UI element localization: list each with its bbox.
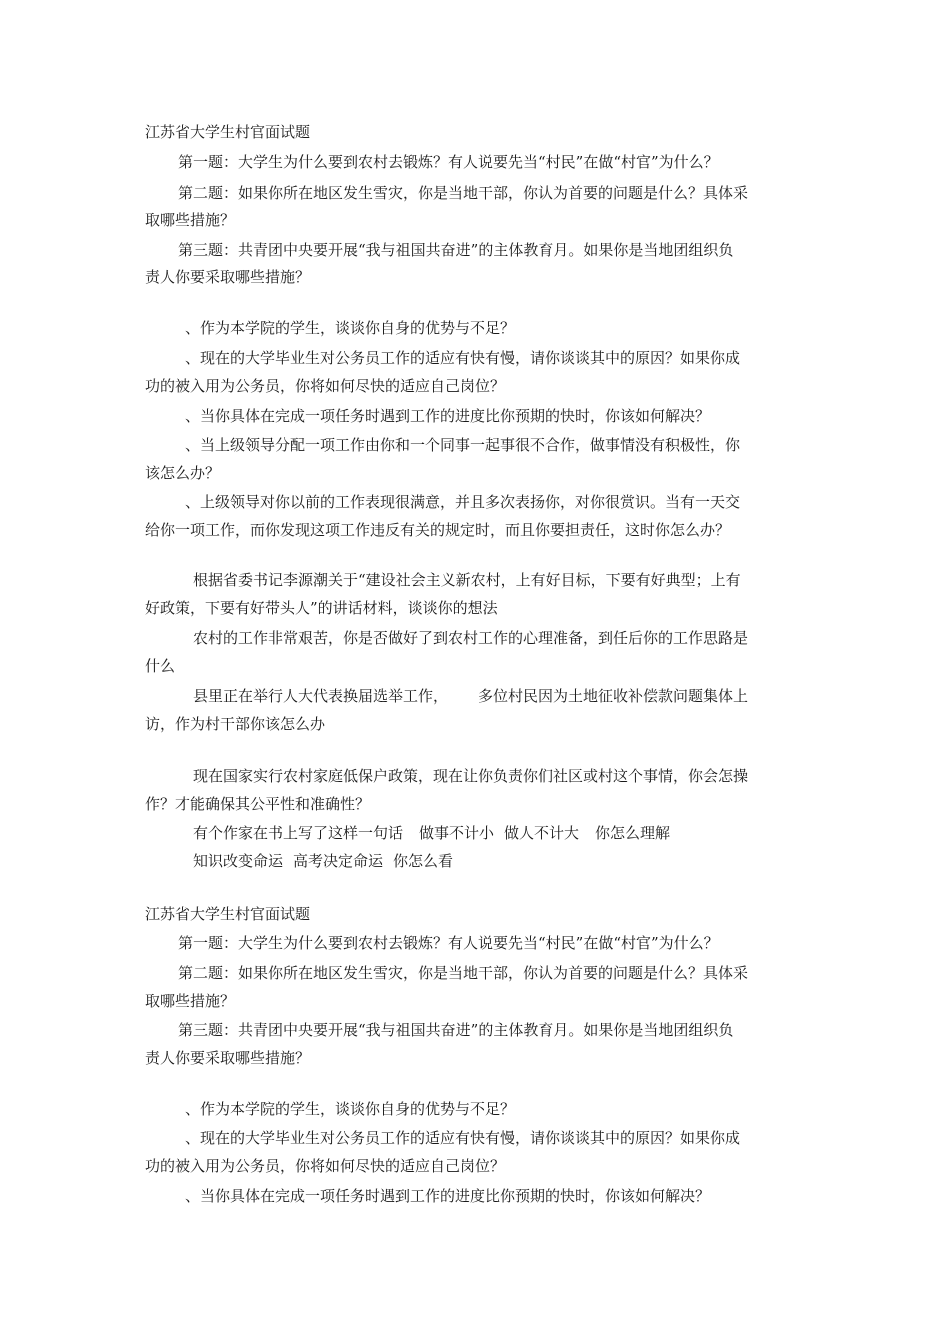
topic-3-line-2: 访，作为村干部你该怎么办 (145, 715, 326, 733)
topic-2-line-1: 农村的工作非常艰苦，你是否做好了到农村工作的心理准备，到任后你的工作思路是 (193, 629, 749, 647)
item-1: 、作为本学院的学生，谈谈你自身的优势与不足？ (185, 319, 516, 337)
question-2-repeat-line-1: 第二题：如果你所在地区发生雪灾，你是当地干部，你认为首要的问题是什么？具体采 (178, 964, 749, 982)
topic-1-line-2: 好政策，下要有好带头人”的讲话材料，谈谈你的想法 (145, 599, 498, 617)
item-2-repeat-line-2: 功的被入用为公务员，你将如何尽快的适应自己岗位？ (145, 1157, 506, 1175)
topic-1-line-1: 根据省委书记李源潮关于“建设社会主义新农村，上有好目标，下要有好典型；上有 (193, 571, 741, 589)
item-4-line-2: 该怎么办？ (145, 464, 221, 482)
topic-5-part-1: 有个作家在书上写了这样一句话 (193, 824, 404, 842)
question-2-line-1: 第二题：如果你所在地区发生雪灾，你是当地干部，你认为首要的问题是什么？具体采 (178, 184, 749, 202)
topic-3-line-1 (193, 686, 810, 706)
question-3-line-1: 第三题：共青团中央要开展“我与祖国共奋进”的主体教育月。如果你是当地团组织负 (178, 241, 734, 259)
question-2-repeat-line-2: 取哪些措施？ (145, 992, 236, 1010)
topic-4-line-1: 现在国家实行农村家庭低保户政策，现在让你负责你们社区或村这个事情，你会怎操 (193, 767, 749, 785)
item-4-line-1: 、当上级领导分配一项工作由你和一个同事一起事很不合作，做事情没有积极性，你 (185, 436, 741, 454)
topic-3-part-1: 县里正在举行人大代表换届选举工作， (193, 687, 449, 705)
item-5-line-1: 、上级领导对你以前的工作表现很满意，并且多次表扬你，对你很赏识。当有一天交 (185, 493, 741, 511)
doc-title: 江苏省大学生村官面试题 (145, 123, 311, 141)
question-1-repeat: 第一题：大学生为什么要到农村去锻炼？有人说要先当“村民”在做“村官”为什么？ (178, 934, 719, 952)
question-3-repeat-line-2: 责人你要采取哪些措施？ (145, 1049, 311, 1067)
topic-2-line-2: 什么 (145, 657, 176, 675)
question-3-repeat-line-1: 第三题：共青团中央要开展“我与祖国共奋进”的主体教育月。如果你是当地团组织负 (178, 1021, 734, 1039)
topic-6-part-3: 你怎么看 (393, 852, 454, 870)
item-3: 、当你具体在完成一项任务时遇到工作的进度比你预期的快时，你该如何解决？ (185, 407, 711, 425)
question-1: 第一题：大学生为什么要到农村去锻炼？有人说要先当“村民”在做“村官”为什么？ (178, 153, 719, 171)
question-3-line-2: 责人你要采取哪些措施？ (145, 268, 311, 286)
topic-5-part-3: 做人不计大 (504, 824, 580, 842)
topic-3-part-2: 多位村民因为土地征收补偿款问题集体上 (478, 687, 749, 705)
item-2-line-1: 、现在的大学毕业生对公务员工作的适应有快有慢，请你谈谈其中的原因？如果你成 (185, 349, 741, 367)
topic-6 (193, 851, 810, 871)
item-1-repeat: 、作为本学院的学生，谈谈你自身的优势与不足？ (185, 1100, 516, 1118)
item-2-line-2: 功的被入用为公务员，你将如何尽快的适应自己岗位？ (145, 377, 506, 395)
topic-5 (193, 823, 810, 843)
topic-6-part-2: 高考决定命运 (293, 852, 384, 870)
item-3-repeat: 、当你具体在完成一项任务时遇到工作的进度比你预期的快时，你该如何解决？ (185, 1187, 711, 1205)
item-2-repeat-line-1: 、现在的大学毕业生对公务员工作的适应有快有慢，请你谈谈其中的原因？如果你成 (185, 1129, 741, 1147)
topic-5-part-4: 你怎么理解 (595, 824, 671, 842)
topic-6-part-1: 知识改变命运 (193, 852, 284, 870)
item-5-line-2: 给你一项工作，而你发现这项工作违反有关的规定时，而且你要担责任，这时你怎么办？ (145, 521, 731, 539)
doc-title-repeat: 江苏省大学生村官面试题 (145, 905, 311, 923)
question-2-line-2: 取哪些措施？ (145, 211, 236, 229)
topic-5-part-2: 做事不计小 (419, 824, 495, 842)
topic-4-line-2: 作？才能确保其公平性和准确性？ (145, 795, 371, 813)
